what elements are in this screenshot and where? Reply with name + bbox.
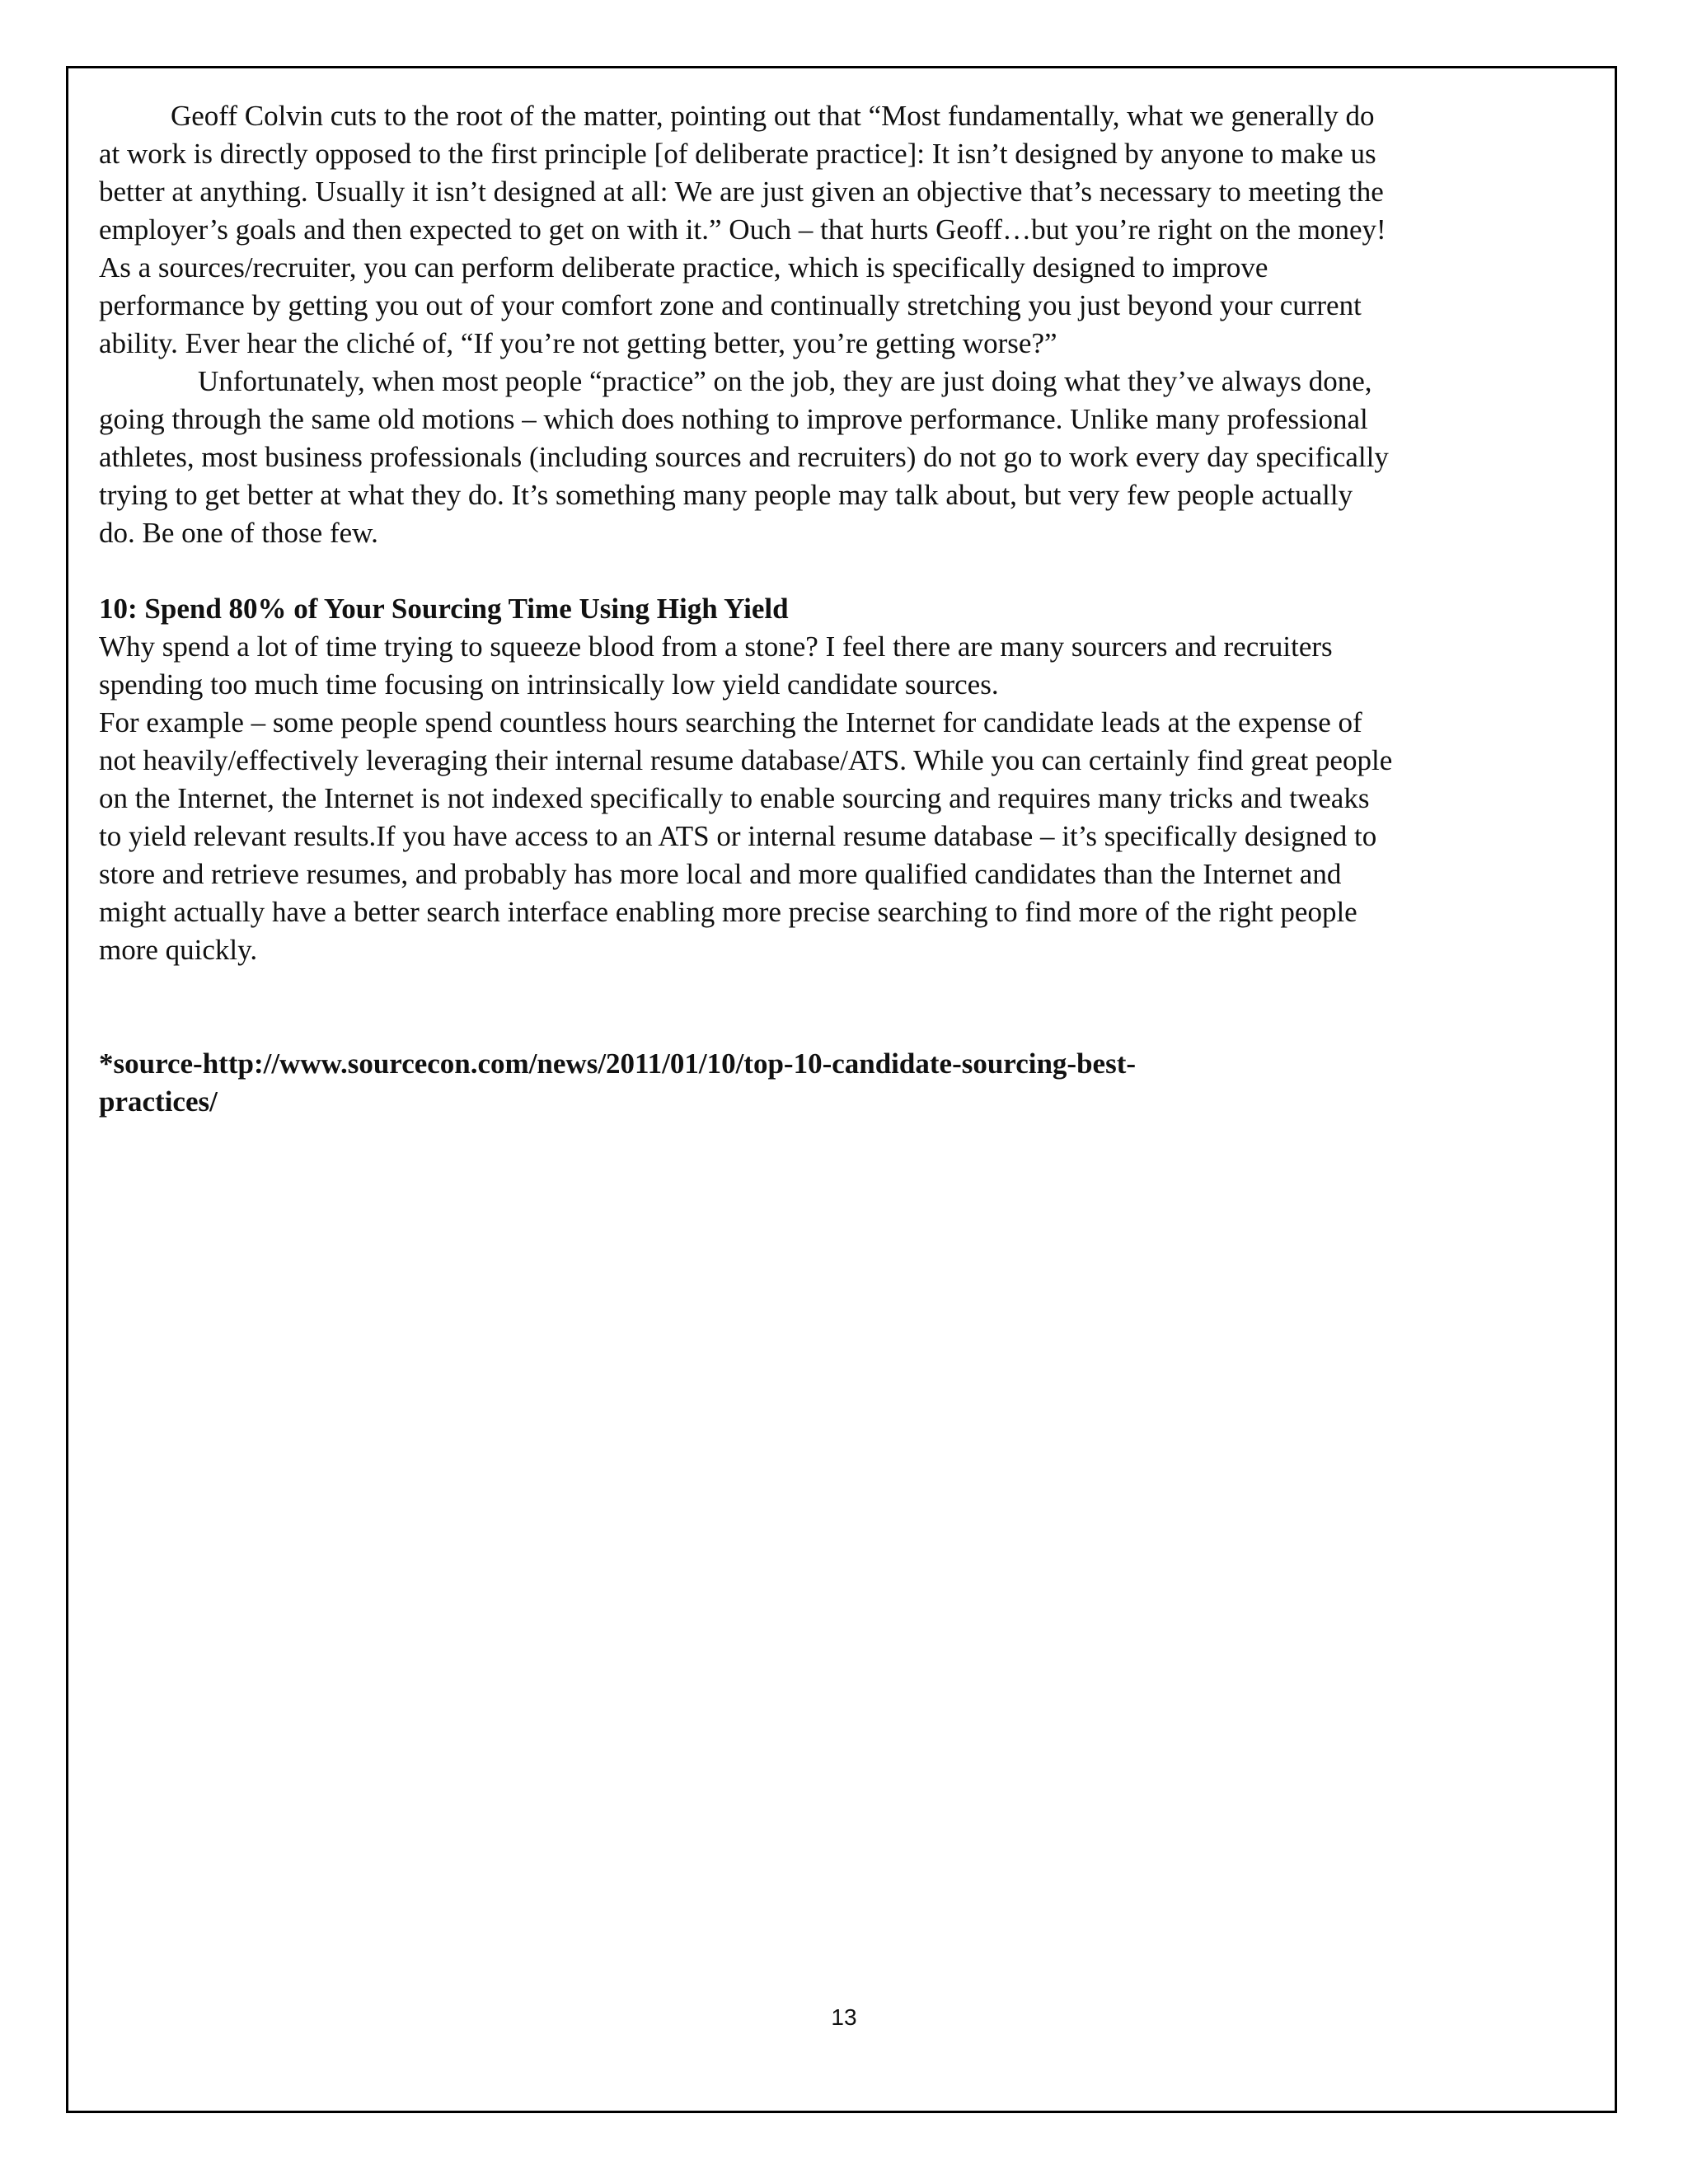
text-line: going through the same old motions – which does nothing to improve performance. Unlike many professional bbox=[99, 403, 1368, 435]
paragraph-yield bbox=[99, 628, 1587, 704]
text-line: spending too much time focusing on intrinsically low yield candidate sources. bbox=[99, 668, 999, 701]
text-line: trying to get better at what they do. It’s something many people may talk about, but very few people actually bbox=[99, 479, 1353, 511]
text-line: As a sources/recruiter, you can perform deliberate practice, which is specifically designed to improve bbox=[99, 251, 1268, 284]
text-line: do. Be one of those few. bbox=[99, 517, 378, 549]
text-line: at work is directly opposed to the first principle [of deliberate practice]: It isn’t designed by anyone to make us bbox=[99, 138, 1376, 170]
text-line: athletes, most business professionals (including sources and recruiters) do not go to work every day specifically bbox=[99, 441, 1389, 473]
spacer bbox=[99, 1007, 1587, 1045]
text-line: to yield relevant results.If you have access to an ATS or internal resume database – it’s specifically designed to bbox=[99, 820, 1377, 852]
text-line: on the Internet, the Internet is not indexed specifically to enable sourcing and requires many tricks and tweaks bbox=[99, 782, 1370, 814]
text-line: better at anything. Usually it isn’t designed at all: We are just given an objective that’s necessary to meeting the bbox=[99, 176, 1384, 208]
section-heading: 10: Spend 80% of Your Sourcing Time Using High Yield bbox=[99, 593, 789, 625]
text-line: ability. Ever hear the cliché of, “If you’re not getting better, you’re getting worse?” bbox=[99, 327, 1057, 359]
text-line: store and retrieve resumes, and probably has more local and more qualified candidates than the Internet and bbox=[99, 858, 1342, 890]
paragraph-practice bbox=[99, 363, 1587, 552]
text-line: Why spend a lot of time trying to squeeze blood from a stone? I feel there are many sourcers and recruiters bbox=[99, 630, 1333, 663]
paragraph-example bbox=[99, 704, 1587, 969]
text-line: For example – some people spend countless hours searching the Internet for candidate leads at the expense of bbox=[99, 706, 1362, 738]
paragraph-colvin bbox=[99, 97, 1587, 363]
text-line: Unfortunately, when most people “practice” on the job, they are just doing what they’ve always done, bbox=[198, 365, 1372, 397]
text-line: might actually have a better search interface enabling more precise searching to find more of the right people bbox=[99, 896, 1357, 928]
text-line: employer’s goals and then expected to get on with it.” Ouch – that hurts Geoff…but you’re right on the money! bbox=[99, 213, 1386, 246]
text-line: not heavily/effectively leveraging their internal resume database/ATS. While you can certainly find great people bbox=[99, 744, 1393, 776]
source-citation bbox=[99, 1045, 1587, 1121]
spacer bbox=[99, 552, 1587, 590]
text-line: performance by getting you out of your comfort zone and continually stretching you just beyond your current bbox=[99, 289, 1362, 321]
document-body bbox=[99, 97, 1587, 1121]
page-number: 13 bbox=[831, 2004, 857, 2030]
source-line: *source-http://www.sourcecon.com/news/2011/01/10/top-10-candidate-sourcing-best- bbox=[99, 1047, 1137, 1080]
text-line: more quickly. bbox=[99, 934, 258, 966]
text-line: Geoff Colvin cuts to the root of the matter, pointing out that “Most fundamentally, what we generally do bbox=[171, 100, 1375, 132]
spacer bbox=[99, 969, 1587, 1007]
source-line: practices/ bbox=[99, 1085, 218, 1118]
